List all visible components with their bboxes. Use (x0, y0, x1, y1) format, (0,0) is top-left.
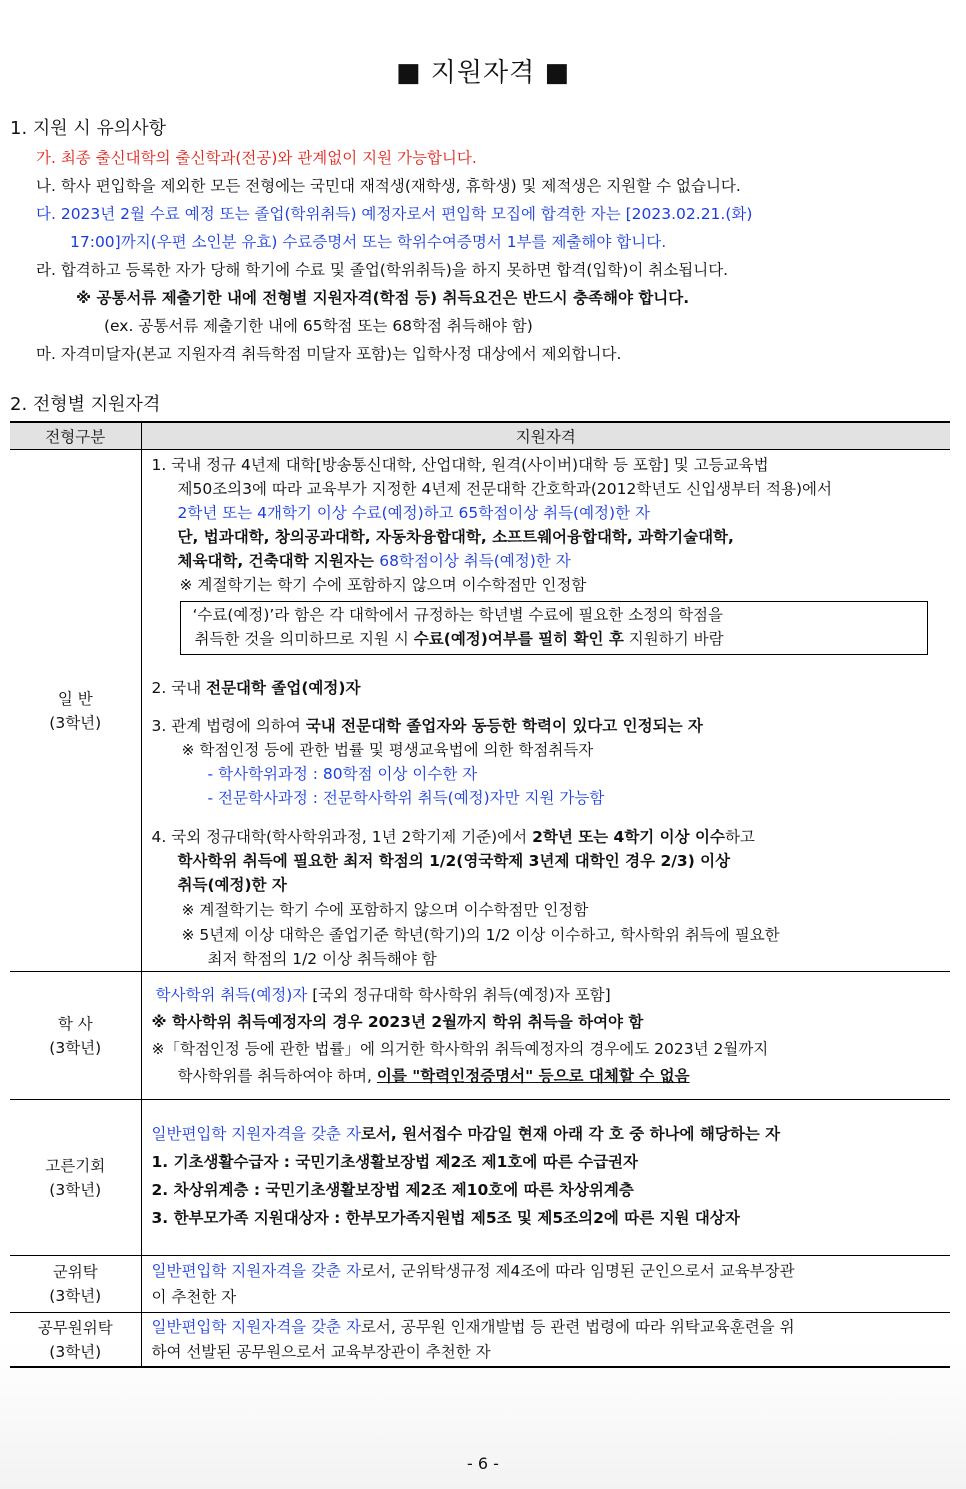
bachelor-line1 (156, 984, 611, 1006)
note-ra-example: (ex. 공통서류 제출기한 내에 65학점 또는 68학점 취득해야 함) (104, 317, 533, 335)
general-line3: 2학년 또는 4개학기 이상 수료(예정)하고 65학점이상 취득(예정)한 자 (177, 504, 650, 522)
general-item4-c: 하고 (724, 828, 755, 846)
general-line5-highlight: 68학점이상 취득(예정)한 자 (379, 552, 571, 570)
general-item4-b: 2학년 또는 4학기 이상 이수 (532, 828, 725, 846)
category-civil-year: (3학년) (49, 1342, 102, 1361)
general-item3 (152, 715, 703, 737)
military-line1-a: 일반편입학 지원자격을 갖춘 자 (151, 1262, 361, 1280)
general-line2: 제50조의3에 따라 교육부가 지정한 4년제 전문대학 간호학과(2012학년도 신입생부터 적용)에서 (177, 480, 832, 498)
category-military-name: 군위탁 (52, 1263, 98, 1281)
note-na: 나. 학사 편입학을 제외한 모든 전형에는 국민대 재적생(재학생, 휴학생) 및 제적생은 지원할 수 없습니다. (36, 177, 741, 195)
row-civil-servant (10, 1313, 950, 1368)
qualification-general (141, 450, 950, 972)
general-line5-text: 체육대학, 건축대학 지원자는 (177, 552, 380, 570)
general-item4-note1: ※ 계절학기는 학기 수에 포함하지 않으며 이수학점만 인정함 (181, 901, 589, 919)
category-equal (10, 1100, 141, 1256)
general-item4-note2: ※ 5년제 이상 대학은 졸업기준 학년(학기)의 1/2 이상 이수하고, 학사학위 취득에 필요한 (181, 926, 780, 944)
equal-line4: 3. 한부모가족 지원대상자 : 한부모가족지원법 제5조 및 제5조의2에 따른 지원 대상자 (151, 1209, 740, 1227)
equal-line3: 2. 차상위계층 : 국민기초생활보장법 제2조 제10호에 따른 차상위계층 (151, 1181, 634, 1199)
military-line2: 이 추천한 자 (151, 1288, 237, 1306)
general-item2-b: 전문대학 졸업(예정)자 (206, 679, 361, 697)
general-line6: ※ 계절학기는 학기 수에 포함하지 않으며 이수학점만 인정함 (179, 576, 587, 594)
bachelor-line1-b: [국외 정규대학 학사학위 취득(예정)자 포함] (307, 986, 611, 1004)
qualification-civil (141, 1313, 950, 1368)
military-line1 (152, 1260, 795, 1282)
equal-line1 (152, 1123, 781, 1145)
general-line1: 1. 국내 정규 4년제 대학[방송통신대학, 산업대학, 원격(사이버)대학 등 포함] 및 고등교육법 (151, 456, 769, 474)
category-equal-year: (3학년) (49, 1180, 102, 1199)
equal-line1-a: 일반편입학 지원자격을 갖춘 자 (151, 1125, 361, 1143)
bachelor-line4-b: 이를 "학력인정증명서" 등으로 대체할 수 없음 (376, 1067, 690, 1085)
bachelor-line4 (178, 1065, 690, 1087)
completion-note-box (180, 601, 928, 655)
note-da-line1: 다. 2023년 2월 수료 예정 또는 졸업(학위취득) 예정자로서 편입학 모집에 합격한 자는 [2023.02.21.(화) (36, 205, 753, 223)
note-ma: 마. 자격미달자(본교 지원자격 취득학점 미달자 포함)는 입학사정 대상에서 제외합니다. (36, 345, 622, 363)
general-item4-line2: 학사학위 취득에 필요한 최저 학점의 1/2(영국학제 3년제 대학인 경우 2/3) 이상 (177, 852, 731, 870)
general-line4: 단, 법과대학, 창의공과대학, 자동차융합대학, 소프트웨어융합대학, 과학기술대학, (177, 528, 734, 546)
page-number: - 6 - (467, 1454, 499, 1473)
table-header-row (10, 422, 950, 450)
row-bachelor (10, 972, 950, 1100)
general-item4-note3: 최저 학점의 1/2 이상 취득해야 함 (207, 950, 437, 968)
category-equal-name: 고른기회 (45, 1156, 106, 1175)
category-bachelor (10, 972, 141, 1100)
general-item3-b: 국내 전문대학 졸업자와 동등한 학력이 있다고 인정되는 자 (305, 717, 703, 735)
note-ra: 라. 합격하고 등록한 자가 당해 학기에 수료 및 졸업(학위취득)을 하지 못하면 합격(입학)이 취소됩니다. (36, 261, 729, 279)
row-equal-opportunity (10, 1100, 950, 1256)
note-da-line2: 17:00]까지(우편 소인분 유효) 수료증명서 또는 학위수여증명서 1부를 제출해야 합니다. (70, 233, 667, 251)
general-item3-note: ※ 학점인정 등에 관한 법률 및 평생교육법에 의한 학점취득자 (181, 741, 594, 759)
header-qualification: 지원자격 (141, 422, 950, 450)
equal-line1-b: 로서, 원서접수 마감일 현재 아래 각 호 중 하나에 해당하는 자 (360, 1125, 781, 1143)
row-military (10, 1256, 950, 1313)
general-item3-bachelor: - 학사학위과정 : 80학점 이상 이수한 자 (207, 765, 478, 783)
note-ga: 가. 최종 출신대학의 출신학과(전공)와 관계없이 지원 가능합니다. (36, 149, 477, 167)
category-bachelor-name: 학 사 (57, 1014, 93, 1033)
category-military (10, 1256, 141, 1313)
page-title: ■ 지원자격 ■ (395, 58, 571, 88)
civil-line1-b: 로서, 공무원 인재개발법 등 관련 법령에 따라 위탁교육훈련을 위 (360, 1318, 795, 1336)
military-line1-b: 로서, 군위탁생규정 제4조에 따라 임명된 군인으로서 교육부장관 (360, 1262, 795, 1280)
qualification-equal (141, 1100, 950, 1256)
qualification-bachelor (141, 972, 950, 1100)
equal-line2: 1. 기초생활수급자 : 국민기초생활보장법 제2조 제1호에 따른 수급권자 (151, 1153, 638, 1171)
header-category: 전형구분 (10, 422, 141, 450)
general-line5 (178, 550, 571, 572)
box-line2-a: 취득한 것을 의미하므로 지원 시 (194, 630, 414, 648)
category-general-year: (3학년) (49, 713, 102, 732)
general-item4 (152, 826, 755, 848)
box-line1: ‘수료(예정)’라 함은 각 대학에서 규정하는 학년별 수료에 필요한 소정의 학점을 (192, 606, 723, 624)
general-item3-associate: - 전문학사과정 : 전문학사학위 취득(예정)자만 지원 가능함 (207, 789, 605, 807)
section-heading-notes: 1. 지원 시 유의사항 (10, 118, 167, 139)
general-item4-a: 4. 국외 정규대학(학사학위과정, 1년 2학기제 기준)에서 (151, 828, 533, 846)
general-item2-a: 2. 국내 (151, 679, 207, 697)
general-item4-line3: 취득(예정)한 자 (177, 876, 287, 894)
section-heading-qualifications: 2. 전형별 지원자격 (10, 394, 161, 415)
box-line2 (195, 628, 724, 650)
category-military-year: (3학년) (49, 1287, 102, 1305)
box-line2-b: 수료(예정)여부를 필히 확인 후 (413, 630, 624, 648)
category-general-name: 일 반 (57, 689, 93, 708)
general-item3-a: 3. 관계 법령에 의하여 (151, 717, 306, 735)
category-civil (10, 1313, 141, 1368)
general-item2 (152, 677, 361, 699)
category-civil-name: 공무원위탁 (37, 1318, 113, 1337)
bachelor-line4-a: 학사학위를 취득하여야 하며, (177, 1067, 377, 1085)
category-bachelor-year: (3학년) (49, 1038, 102, 1057)
bachelor-line3: ※「학점인정 등에 관한 법률」에 의거한 학사학위 취득예정자의 경우에도 2023년 2월까지 (151, 1040, 769, 1058)
qualification-table (10, 421, 950, 1368)
category-general (10, 450, 141, 972)
civil-line2: 하여 선발된 공무원으로서 교육부장관이 추천한 자 (151, 1343, 491, 1361)
civil-line1 (152, 1316, 795, 1338)
row-general (10, 450, 950, 972)
qualification-military (141, 1256, 950, 1313)
bachelor-line2: ※ 학사학위 취득예정자의 경우 2023년 2월까지 학위 취득을 하여야 함 (151, 1013, 644, 1031)
note-ra-warning: ※ 공통서류 제출기한 내에 전형별 지원자격(학점 등) 취득요건은 반드시 충족해야 합니다. (76, 289, 690, 307)
civil-line1-a: 일반편입학 지원자격을 갖춘 자 (151, 1318, 361, 1336)
bachelor-line1-a: 학사학위 취득(예정)자 (155, 986, 308, 1004)
box-line2-c: 지원하기 바람 (623, 630, 724, 648)
